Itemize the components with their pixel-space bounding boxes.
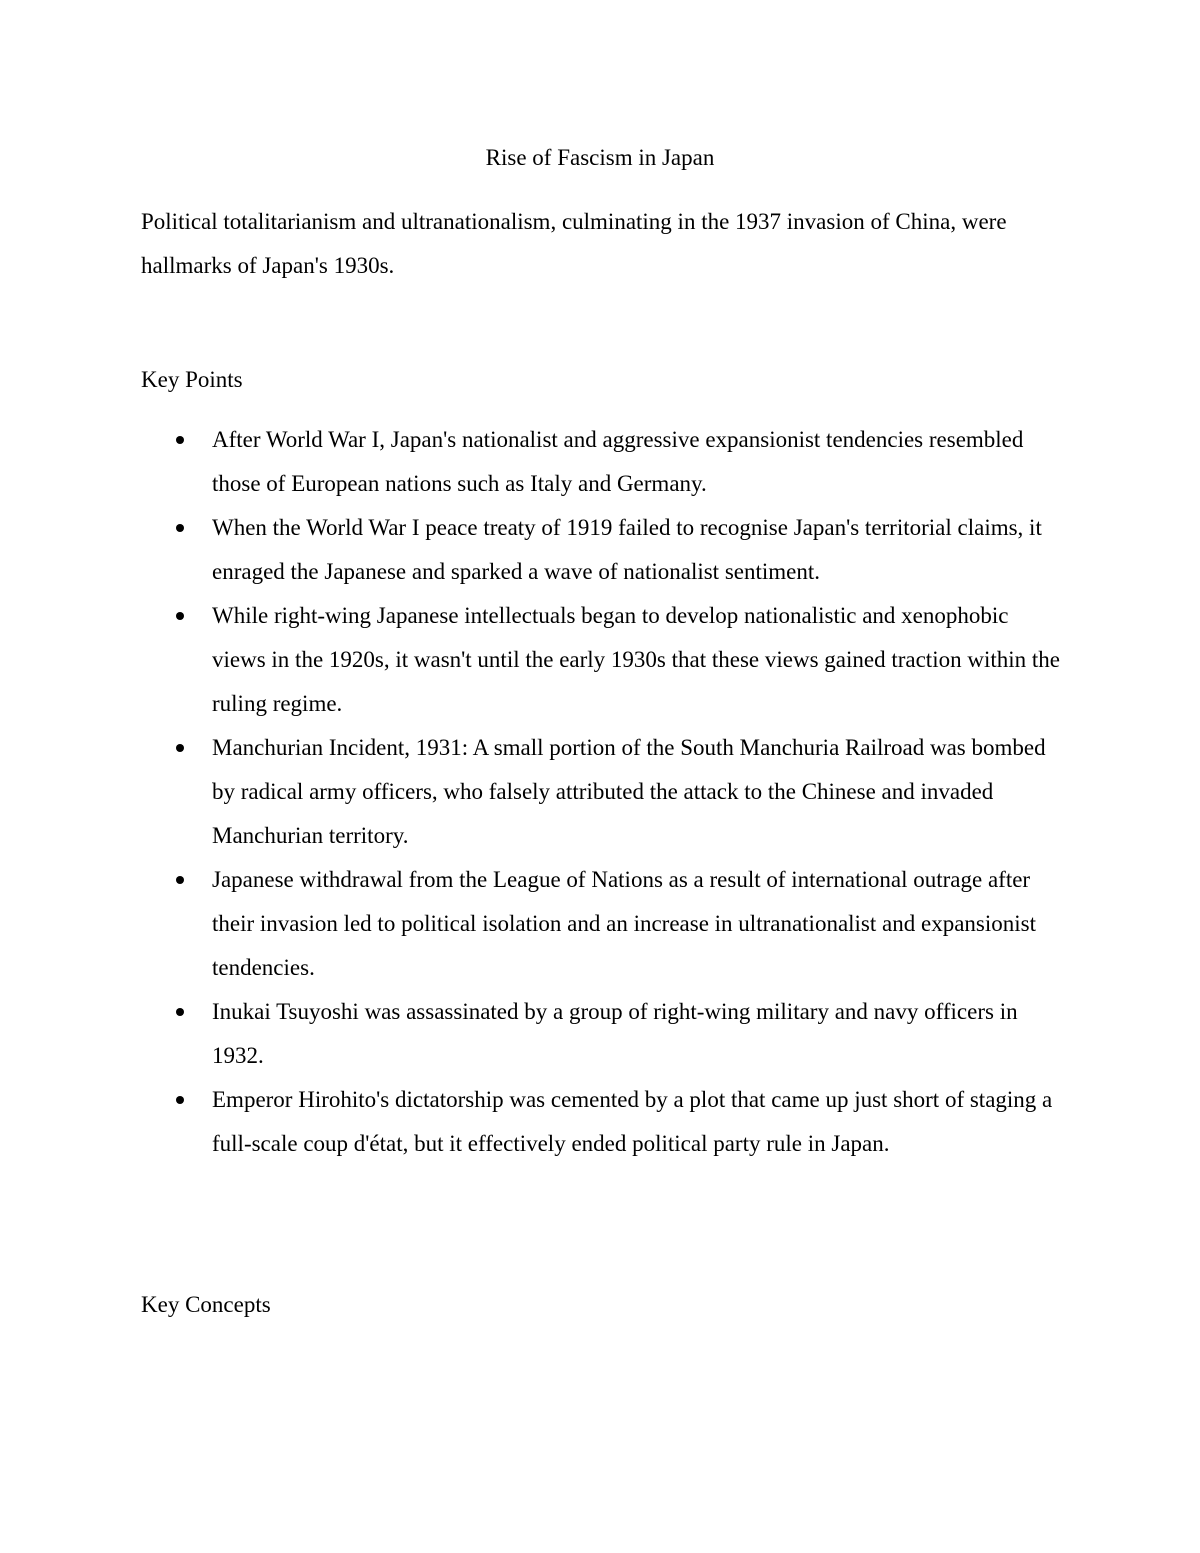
intro-paragraph: Political totalitarianism and ultranationalism, culminating in the 1937 invasion of China, were hallmarks of Japan's 1930s. — [141, 209, 1007, 278]
list-item-text: Emperor Hirohito's dictatorship was cemented by a plot that came up just short of staging a full-scale coup d'état, but it effectively ended political party rule in Japan. — [212, 1087, 1053, 1156]
list-item — [141, 726, 1061, 858]
list-item-text: Inukai Tsuyoshi was assassinated by a group of right-wing military and navy officers in 1932. — [212, 999, 1018, 1068]
list-item-text: Japanese withdrawal from the League of Nations as a result of international outrage after their invasion led to political isolation and an increase in ultranationalist and expansionist tendencies. — [212, 867, 1036, 980]
list-item — [141, 1078, 1061, 1166]
bullet-icon — [176, 744, 184, 752]
bullet-icon — [176, 612, 184, 620]
bullet-icon — [176, 876, 184, 884]
bullet-icon — [176, 1008, 184, 1016]
bullet-icon — [176, 524, 184, 532]
list-item — [141, 858, 1061, 990]
bullet-icon — [176, 1096, 184, 1104]
list-item — [141, 594, 1061, 726]
key-points-heading: Key Points — [141, 367, 243, 392]
list-item-text: After World War I, Japan's nationalist and aggressive expansionist tendencies resembled those of European nations such as Italy and Germany. — [212, 427, 1024, 496]
list-item-text: When the World War I peace treaty of 1919 failed to recognise Japan's territorial claims, it enraged the Japanese and sparked a wave of nationalist sentiment. — [212, 515, 1042, 584]
key-points-list — [141, 418, 1061, 1166]
list-item-text: While right-wing Japanese intellectuals began to develop nationalistic and xenophobic views in the 1920s, it wasn't until the early 1930s that these views gained traction within the ruling regime. — [212, 603, 1060, 716]
document-title: Rise of Fascism in Japan — [485, 145, 715, 170]
list-item-text: Manchurian Incident, 1931: A small portion of the South Manchuria Railroad was bombed by radical army officers, who falsely attributed the attack to the Chinese and invaded Manchurian territory. — [212, 735, 1046, 848]
key-concepts-heading: Key Concepts — [141, 1292, 271, 1317]
list-item — [141, 506, 1061, 594]
bullet-icon — [176, 436, 184, 444]
list-item — [141, 418, 1061, 506]
list-item — [141, 990, 1061, 1078]
